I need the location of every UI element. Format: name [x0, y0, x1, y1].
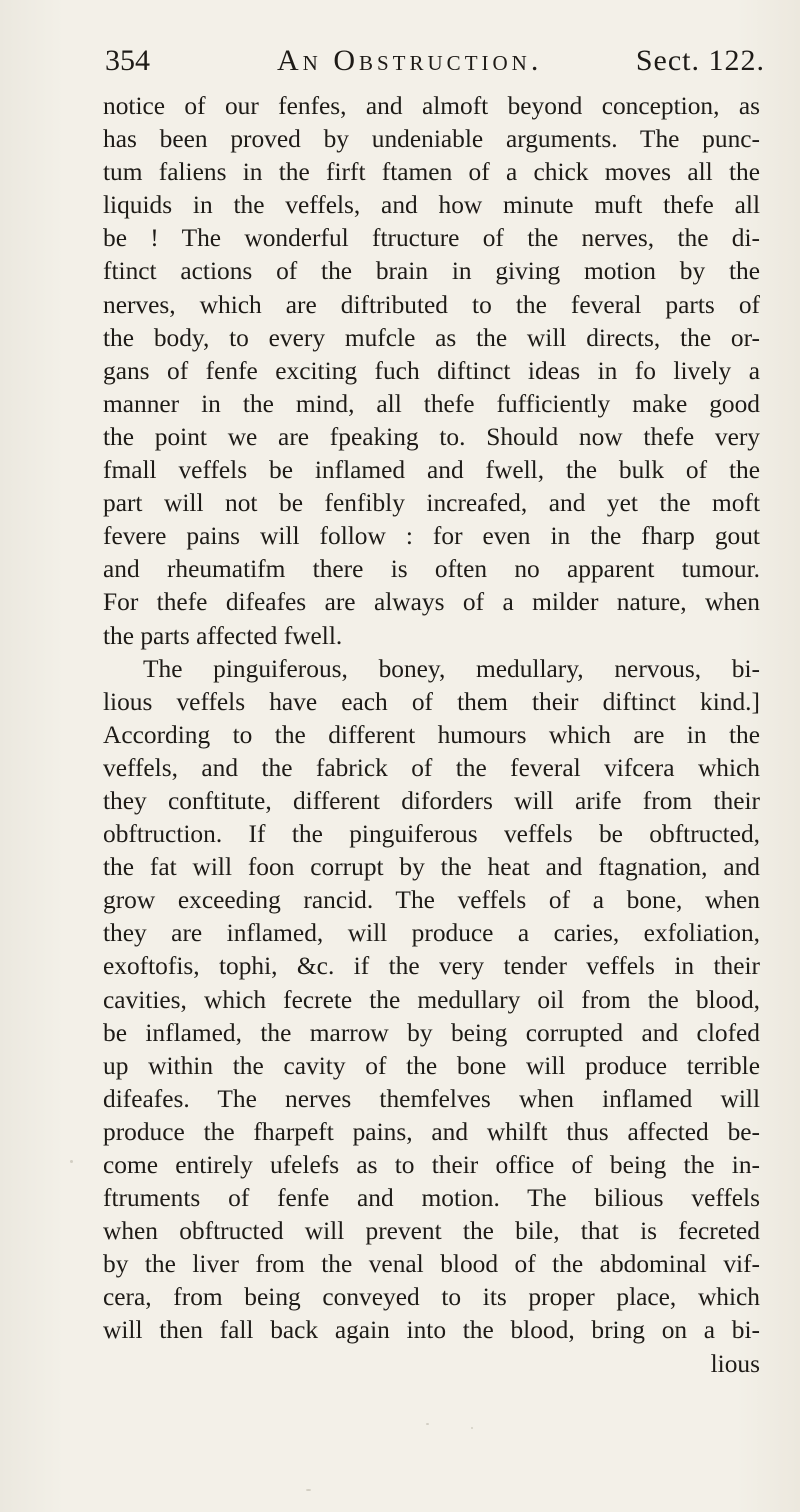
text-line: fevere pains will follow : for even in the fharp gout — [103, 522, 760, 551]
text-line: cera, from being conveyed to its proper place, which — [103, 1283, 760, 1312]
text-line: the body, to every mufcle as the will directs, the or- — [103, 323, 760, 352]
text-line: up within the cavity of the bone will produce terrible — [103, 1051, 760, 1080]
text-line: has been proved by undeniable arguments. The punc- — [103, 125, 760, 154]
text-line: obftruction. If the pinguiferous veffels be obftructed, — [103, 820, 760, 849]
text-line: they are inflamed, will produce a caries, exfoliation, — [103, 919, 760, 948]
paper-speck — [306, 1489, 311, 1491]
text-line: The pinguiferous, boney, medullary, nervous, bi- — [143, 654, 760, 683]
text-line: grow exceeding rancid. The veffels of a bone, when — [103, 886, 760, 915]
text-line: lious veffels have each of them their diftinct kind.] — [103, 687, 760, 716]
text-line: veffels, and the fabrick of the feveral vifcera which — [103, 753, 760, 782]
paper-speck — [471, 1427, 473, 1429]
text-line: liquids in the veffels, and how minute muft thefe all — [103, 191, 760, 220]
text-line: be ! The wonderful ftructure of the nerves, the di- — [103, 224, 760, 253]
running-title: An Obstruction. — [277, 44, 543, 77]
text-line: cavities, which fecrete the medullary oil from the blood, — [103, 985, 760, 1014]
paper-speck — [426, 1423, 429, 1425]
text-line: gans of fenfe exciting fuch diftinct ideas in fo lively a — [103, 356, 760, 385]
page-number: 354 — [105, 44, 150, 77]
text-line: tum faliens in the firft ftamen of a chick moves all the — [103, 158, 760, 187]
section-label: Sect. 122. — [635, 44, 765, 77]
body-text — [103, 90, 760, 1381]
text-line: manner in the mind, all thefe fufficiently make good — [103, 389, 760, 418]
text-line: notice of our fenfes, and almoft beyond conception, as — [103, 92, 760, 120]
text-line: ftinct actions of the brain in giving motion by the — [103, 257, 760, 286]
text-line: the fat will foon corrupt by the heat and ftagnation, and — [103, 853, 760, 882]
running-header — [105, 40, 765, 82]
text-line: produce the fharpeft pains, and whilft thus affected be- — [103, 1117, 760, 1146]
text-line: will then fall back again into the blood, bring on a bi- — [103, 1316, 760, 1345]
text-line: fmall veffels be inflamed and fwell, the bulk of the — [103, 456, 760, 485]
text-line: exoftofis, tophi, &c. if the very tender veffels in their — [103, 952, 760, 981]
text-line: and rheumatifm there is often no apparent tumour. — [103, 555, 760, 584]
text-line: they conftitute, different diforders will arife from their — [103, 786, 760, 815]
text-line: when obftructed will prevent the bile, that is fecreted — [103, 1217, 760, 1246]
text-line: difeafes. The nerves themfelves when inflamed will — [103, 1084, 760, 1113]
text-line: For thefe difeafes are always of a milder nature, when — [103, 588, 760, 617]
text-line: by the liver from the venal blood of the abdominal vif- — [103, 1250, 760, 1279]
text-line: part will not be fenfibly increafed, and yet the moft — [103, 489, 760, 518]
text-line: nerves, which are diftributed to the feveral parts of — [103, 290, 760, 319]
text-line: the point we are fpeaking to. Should now thefe very — [103, 422, 760, 451]
catchword: lious — [710, 1349, 760, 1378]
text-line: be inflamed, the marrow by being corrupted and clofed — [103, 1018, 760, 1047]
text-line: ftruments of fenfe and motion. The bilious veffels — [103, 1184, 760, 1213]
paper-speck — [70, 1160, 73, 1163]
text-line: come entirely ufelefs as to their office of being the in- — [103, 1151, 760, 1179]
text-line: the parts affected fwell. — [103, 621, 343, 650]
text-line: According to the different humours which are in the — [103, 720, 760, 749]
